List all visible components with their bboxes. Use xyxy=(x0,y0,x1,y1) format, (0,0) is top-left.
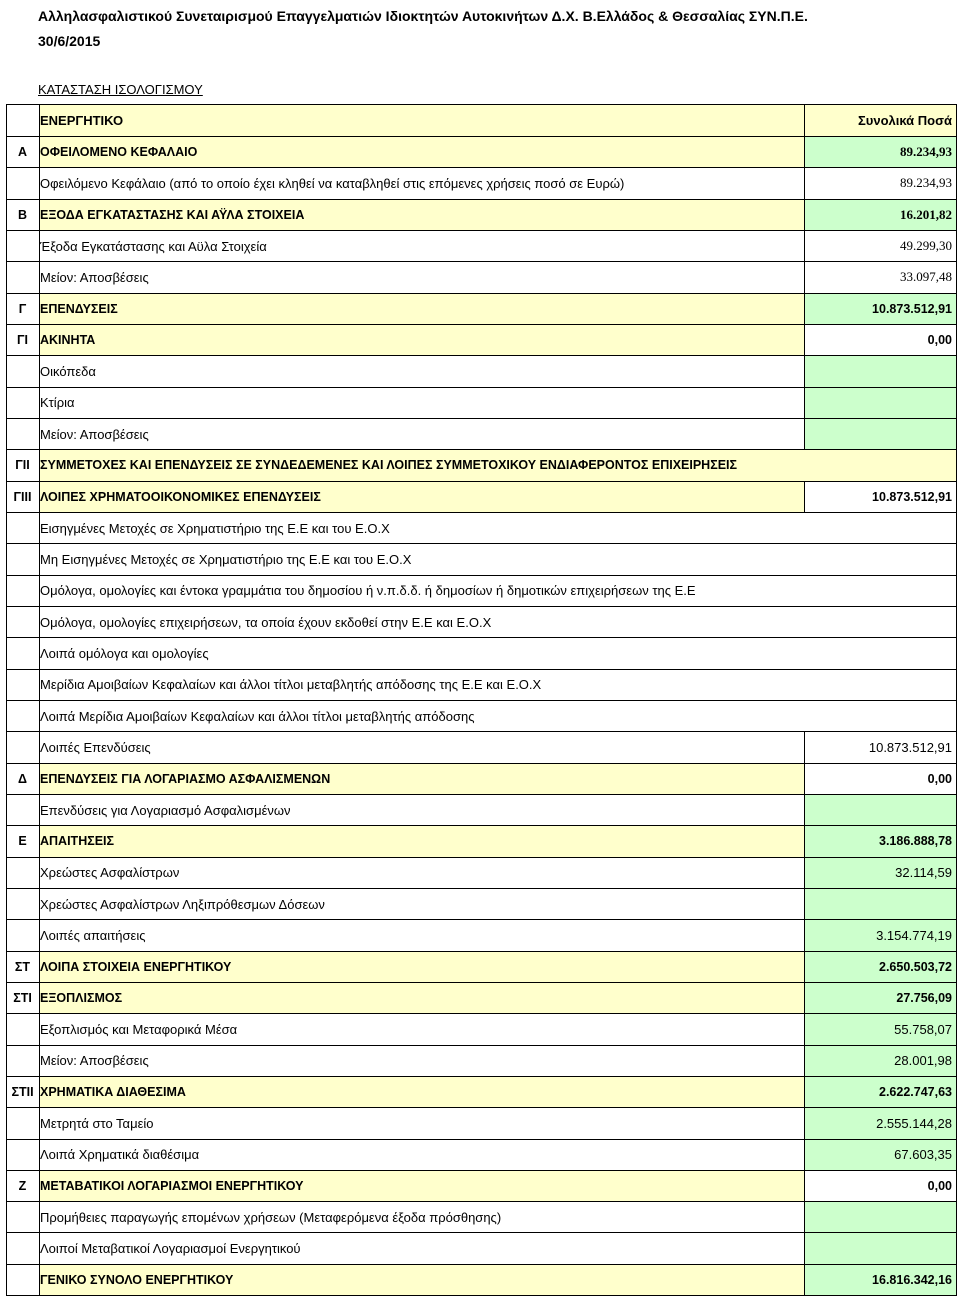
row-code: Ε xyxy=(18,834,27,849)
row-label-cell xyxy=(39,1233,804,1263)
row-label: ΛΟΙΠΕΣ ΧΡΗΜΑΤΟΟΙΚΟΝΟΜΙΚΕΣ ΕΠΕΝΔΥΣΕΙΣ xyxy=(40,489,321,504)
header-label-cell xyxy=(39,105,804,136)
row-label-cell xyxy=(39,419,804,449)
table-row xyxy=(6,482,957,513)
table-row xyxy=(6,325,957,356)
row-label: Κτίρια xyxy=(40,395,75,411)
row-label-cell xyxy=(39,983,804,1013)
row-code xyxy=(7,356,38,386)
section-title: ΚΑΤΑΣΤΑΣΗ ΙΣΟΛΟΓΙΣΜΟΥ xyxy=(38,82,203,97)
row-label: Προμήθειες παραγωγής επομένων χρήσεων (Μεταφερόμενα έξοδα πρόσθησης) xyxy=(40,1209,502,1225)
table-row xyxy=(6,544,957,575)
row-value xyxy=(804,889,956,919)
row-label-cell xyxy=(39,1077,804,1107)
header-code-cell xyxy=(7,105,38,136)
table-row xyxy=(6,262,957,293)
table-row xyxy=(6,1265,957,1296)
row-label: Μερίδια Αμοιβαίων Κεφαλαίων και άλλοι τίτλοι μεταβλητής απόδοσης της Ε.Ε και Ε.Ο.Χ xyxy=(40,677,542,693)
row-code xyxy=(7,388,38,418)
row-label-cell xyxy=(39,450,956,480)
row-label: Μείον: Αποσβέσεις xyxy=(40,1053,149,1069)
row-code xyxy=(7,920,38,950)
row-value: 10.873.512,91 xyxy=(804,294,956,324)
table-header-row xyxy=(6,105,957,137)
report-date: 30/6/2015 xyxy=(38,33,101,49)
row-label-cell xyxy=(39,858,804,888)
row-label-cell xyxy=(39,576,956,606)
row-label-cell xyxy=(39,826,804,856)
row-value: 3.154.774,19 xyxy=(804,920,956,950)
row-value: 0,00 xyxy=(804,1171,956,1201)
row-label-cell xyxy=(39,1046,804,1076)
row-code xyxy=(7,638,38,668)
row-code xyxy=(7,262,38,292)
row-code: ΣΤ xyxy=(14,959,31,974)
header-value-cell xyxy=(804,105,956,136)
row-code: ΓΙΙΙ xyxy=(13,489,32,504)
row-code: Α xyxy=(17,145,28,160)
row-label: Εισηγμένες Μετοχές σε Χρηματιστήριο της Ε.Ε και του Ε.Ο.Χ xyxy=(40,520,390,536)
table-row xyxy=(6,1233,957,1264)
row-label: Ομόλογα, ομολογίες επιχειρήσεων, τα οποία έχουν εκδοθεί στην Ε.Ε και Ε.Ο.Χ xyxy=(40,614,492,630)
table-row xyxy=(6,732,957,763)
row-label: ΛΟΙΠΑ ΣΤΟΙΧΕΙΑ ΕΝΕΡΓΗΤΙΚΟΥ xyxy=(40,959,232,974)
header-label: ΕΝΕΡΓΗΤΙΚΟ xyxy=(40,113,124,128)
row-label-cell xyxy=(39,764,804,794)
row-label: Χρεώστες Ασφαλίστρων Ληξιπρόθεσμων Δόσεων xyxy=(40,896,325,912)
row-code xyxy=(7,670,38,700)
table-row xyxy=(6,200,957,231)
table-row xyxy=(6,670,957,701)
table-row xyxy=(6,356,957,387)
table-body xyxy=(6,137,957,1296)
row-label: Οφειλόμενο Κεφάλαιο (από το οποίο έχει κληθεί να καταβληθεί στις επόμενες χρήσεις ποσό σε Ευρώ) xyxy=(40,175,625,191)
table-row xyxy=(6,607,957,638)
balance-sheet-table xyxy=(6,104,957,1296)
table-row xyxy=(6,513,957,544)
row-code xyxy=(7,1014,38,1044)
row-label: ΟΦΕΙΛΟΜΕΝΟ ΚΕΦΑΛΑΙΟ xyxy=(40,145,198,160)
row-code xyxy=(7,1108,38,1138)
row-label: Μη Εισηγμένες Μετοχές σε Χρηματιστήριο της Ε.Ε και του Ε.Ο.Χ xyxy=(40,551,412,567)
row-value: 89.234,93 xyxy=(804,168,956,198)
row-label-cell xyxy=(39,1265,804,1295)
table-row xyxy=(6,1108,957,1139)
row-code xyxy=(7,544,38,574)
table-row xyxy=(6,826,957,857)
row-label: ΓΕΝΙΚΟ ΣΥΝΟΛΟ ΕΝΕΡΓΗΤΙΚΟΥ xyxy=(40,1272,234,1287)
row-value xyxy=(804,1233,956,1263)
row-code xyxy=(7,576,38,606)
row-value xyxy=(804,356,956,386)
row-label-cell xyxy=(39,1014,804,1044)
row-value: 33.097,48 xyxy=(804,262,956,292)
table-row xyxy=(6,294,957,325)
row-label: ΧΡΗΜΑΤΙΚΑ ΔΙΑΘΕΣΙΜΑ xyxy=(40,1085,186,1099)
row-label-cell xyxy=(39,795,804,825)
row-code xyxy=(7,858,38,888)
row-code: Β xyxy=(17,207,28,222)
row-value: 2.650.503,72 xyxy=(804,952,956,982)
row-label-cell xyxy=(39,356,804,386)
row-label: Λοιπά Χρηματικά διαθέσιμα xyxy=(40,1147,200,1163)
row-code xyxy=(7,889,38,919)
row-code xyxy=(7,607,38,637)
table-row xyxy=(6,1140,957,1171)
row-label-cell xyxy=(39,231,804,261)
row-label-cell xyxy=(39,325,804,355)
table-row xyxy=(6,576,957,607)
row-label-cell xyxy=(39,732,804,762)
table-row xyxy=(6,137,957,168)
row-label-cell xyxy=(39,1171,804,1201)
row-code xyxy=(7,701,38,731)
header-value: Συνολικά Ποσά xyxy=(857,113,952,128)
row-label-cell xyxy=(39,701,956,731)
table-row xyxy=(6,764,957,795)
row-code: ΓΙ xyxy=(17,333,28,348)
row-value: 32.114,59 xyxy=(804,858,956,888)
row-label-cell xyxy=(39,1202,804,1232)
row-label-cell xyxy=(39,544,956,574)
row-label: ΜΕΤΑΒΑΤΙΚΟΙ ΛΟΓΑΡΙΑΣΜΟΙ ΕΝΕΡΓΗΤΙΚΟΥ xyxy=(40,1178,304,1193)
row-value: 0,00 xyxy=(804,764,956,794)
row-value xyxy=(804,419,956,449)
table-row xyxy=(6,889,957,920)
row-label: Μείον: Αποσβέσεις xyxy=(40,269,149,285)
row-label-cell xyxy=(39,670,956,700)
row-code xyxy=(7,513,38,543)
row-label: ΑΚΙΝΗΤΑ xyxy=(40,333,96,348)
row-label-cell xyxy=(39,920,804,950)
row-value: 3.186.888,78 xyxy=(804,826,956,856)
row-label: Λοιπά ομόλογα και ομολογίες xyxy=(40,645,209,661)
row-label-cell xyxy=(39,889,804,919)
row-label: Λοιποί Μεταβατικοί Λογαριασμοί Ενεργητικού xyxy=(40,1241,301,1257)
row-code xyxy=(7,1202,38,1232)
row-value: 10.873.512,91 xyxy=(804,482,956,512)
row-code xyxy=(7,732,38,762)
row-value: 28.001,98 xyxy=(804,1046,956,1076)
row-label-cell xyxy=(39,638,956,668)
table-row xyxy=(6,701,957,732)
row-value: 16.816.342,16 xyxy=(804,1265,956,1295)
row-code: Ζ xyxy=(18,1178,27,1193)
row-label: ΕΠΕΝΔΥΣΕΙΣ ΓΙΑ ΛΟΓΑΡΙΑΣΜΟ ΑΣΦΑΛΙΣΜΕΝΩΝ xyxy=(40,771,331,786)
row-label: Έξοδα Εγκατάστασης και Αϋλα Στοιχεία xyxy=(40,238,267,254)
row-value xyxy=(804,1202,956,1232)
row-code xyxy=(7,795,38,825)
row-label-cell xyxy=(39,294,804,324)
row-label-cell xyxy=(39,1140,804,1170)
table-row xyxy=(6,1046,957,1077)
table-row xyxy=(6,388,957,419)
table-row xyxy=(6,983,957,1014)
row-value: 2.622.747,63 xyxy=(804,1077,956,1107)
row-label-cell xyxy=(39,513,956,543)
row-code xyxy=(7,168,38,198)
row-value xyxy=(804,388,956,418)
table-row xyxy=(6,858,957,889)
row-label-cell xyxy=(39,137,804,167)
row-value: 2.555.144,28 xyxy=(804,1108,956,1138)
table-row xyxy=(6,450,957,481)
row-code: ΣΤΙ xyxy=(13,991,32,1006)
row-value: 10.873.512,91 xyxy=(804,732,956,762)
row-label-cell xyxy=(39,262,804,292)
table-row xyxy=(6,952,957,983)
row-label: ΕΞΟΔΑ ΕΓΚΑΤΑΣΤΑΣΗΣ ΚΑΙ ΑΫΛΑ ΣΤΟΙΧΕΙΑ xyxy=(40,207,305,222)
row-code xyxy=(7,1265,38,1295)
row-code: Δ xyxy=(18,771,27,786)
row-label: Ομόλογα, ομολογίες και έντοκα γραμμάτια του δημοσίου ή ν.π.δ.δ. ή δημοσίων ή δημοτικών επιχειρήσεων της Ε.Ε xyxy=(40,583,696,599)
row-label: Λοιπές Επενδύσεις xyxy=(40,739,151,755)
table-row xyxy=(6,1202,957,1233)
table-row xyxy=(6,1171,957,1202)
row-label: Μείον: Αποσβέσεις xyxy=(40,426,149,442)
table-row xyxy=(6,168,957,199)
row-label: Λοιπές απαιτήσεις xyxy=(40,927,146,943)
row-value: 27.756,09 xyxy=(804,983,956,1013)
row-label: Λοιπά Μερίδια Αμοιβαίων Κεφαλαίων και άλλοι τίτλοι μεταβλητής απόδοσης xyxy=(40,708,475,724)
row-value: 49.299,30 xyxy=(804,231,956,261)
row-code xyxy=(7,231,38,261)
table-row xyxy=(6,920,957,951)
row-value: 55.758,07 xyxy=(804,1014,956,1044)
row-value: 89.234,93 xyxy=(804,137,956,167)
row-label: ΣΥΜΜΕΤΟΧΕΣ ΚΑΙ ΕΠΕΝΔΥΣΕΙΣ ΣΕ ΣΥΝΔΕΔΕΜΕΝΕΣ ΚΑΙ ΛΟΙΠΕΣ ΣΥΜΜΕΤΟΧΙΚΟΥ ΕΝΔΙΑΦΕΡΟΝΤΟΣ ΕΠΙΧΕΙΡΗΣΕΙΣ xyxy=(40,458,738,473)
row-label: Εξοπλισμός και Μεταφορικά Μέσα xyxy=(40,1021,238,1037)
row-label: Μετρητά στο Ταμείο xyxy=(40,1115,154,1131)
row-label-cell xyxy=(39,1108,804,1138)
row-value: 67.603,35 xyxy=(804,1140,956,1170)
row-label: Οικόπεδα xyxy=(40,363,96,379)
row-code: ΓΙΙ xyxy=(15,458,30,473)
row-label: Επενδύσεις για Λογαριασμό Ασφαλισμένων xyxy=(40,802,291,818)
row-code xyxy=(7,1046,38,1076)
row-label-cell xyxy=(39,388,804,418)
row-label-cell xyxy=(39,168,804,198)
row-value: 0,00 xyxy=(804,325,956,355)
organization-title: Αλληλασφαλιστικού Συνεταιρισμού Επαγγελματιών Ιδιοκτητών Αυτοκινήτων Δ.Χ. Β.Ελλάδος & Θεσσαλίας ΣΥΝ.Π.Ε. xyxy=(38,8,808,24)
row-code: ΣΤΙΙ xyxy=(11,1085,34,1099)
row-value xyxy=(804,795,956,825)
table-row xyxy=(6,638,957,669)
table-row xyxy=(6,1014,957,1045)
row-label: ΕΞΟΠΛΙΣΜΟΣ xyxy=(40,991,123,1006)
table-row xyxy=(6,231,957,262)
row-label-cell xyxy=(39,607,956,637)
row-code xyxy=(7,1140,38,1170)
row-label: ΑΠΑΙΤΗΣΕΙΣ xyxy=(40,834,115,849)
row-code xyxy=(7,419,38,449)
row-label-cell xyxy=(39,952,804,982)
row-code: Γ xyxy=(18,301,27,316)
row-code xyxy=(7,1233,38,1263)
table-row xyxy=(6,795,957,826)
row-label-cell xyxy=(39,200,804,230)
row-value: 16.201,82 xyxy=(804,200,956,230)
table-row xyxy=(6,1077,957,1108)
table-row xyxy=(6,419,957,450)
row-label: ΕΠΕΝΔΥΣΕΙΣ xyxy=(40,301,118,316)
row-label-cell xyxy=(39,482,804,512)
row-label: Χρεώστες Ασφαλίστρων xyxy=(40,865,180,881)
